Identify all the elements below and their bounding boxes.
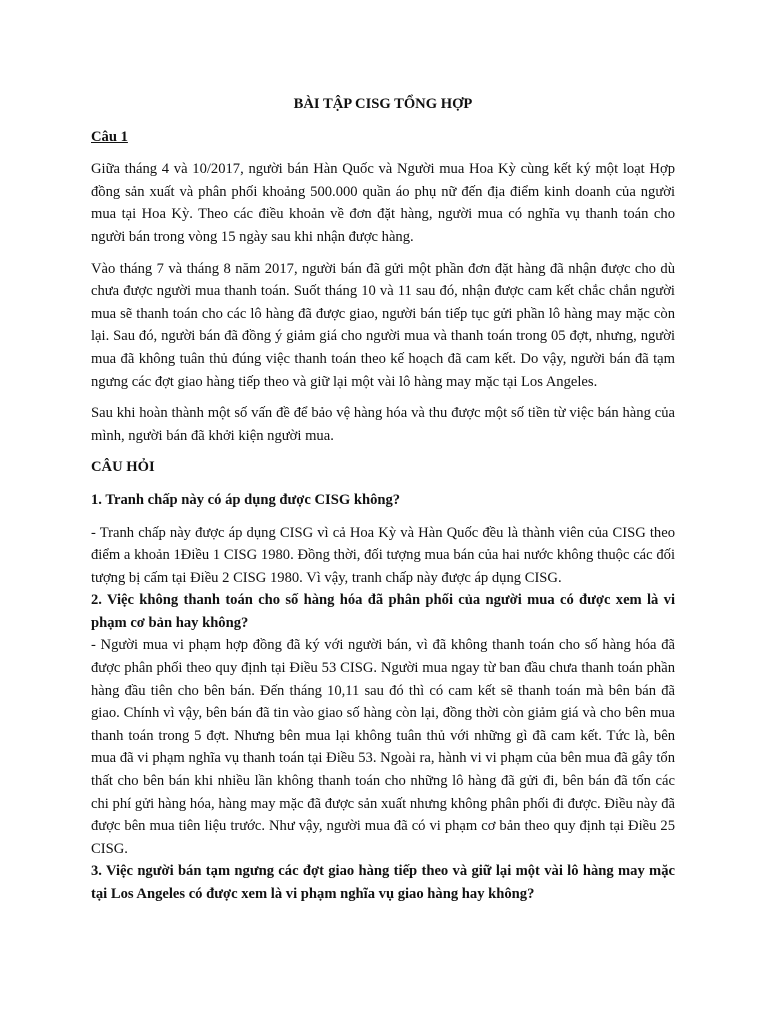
document-title: BÀI TẬP CISG TỔNG HỢP [293,96,473,112]
document-body [91,93,675,906]
question-heading: 1. Tranh chấp này có áp dụng được CISG không? [91,491,401,508]
section-heading: Câu 1 [91,128,128,145]
answer-paragraph: - Tranh chấp này được áp dụng CISG vì cả Hoa Kỳ và Hàn Quốc đều là thành viên của CISG theo điểm a khoản 1Điều 1 CISG 1980. Đồng thời, đối tượng mua bán của hai nước không thuộc các đối tượng bị cấm tại Điều 2 CISG 1980. Vì vậy, tranh chấp này được áp dụng CISG. [91,524,675,586]
case-paragraph: Giữa tháng 4 và 10/2017, người bán Hàn Quốc và Người mua Hoa Kỳ cùng kết ký một loạt Hợp đồng sản xuất và phân phối khoảng 500.000 quần áo phụ nữ đến địa điểm kinh doanh của người mua tại Hoa Kỳ. Theo các điều khoản về đơn đặt hàng, người mua có nghĩa vụ thanh toán cho người bán trong vòng 15 ngày sau khi nhận được hàng. [91,161,675,245]
questions-heading: CÂU HỎI [91,459,155,476]
answer-paragraph: - Người mua vi phạm hợp đồng đã ký với người bán, vì đã không thanh toán cho số hàng hóa đã được phân phối theo quy định tại Điều 53 CISG. Người mua ngay từ ban đầu chưa thanh toán phần hàng đầu tiên cho bên bán. Đến tháng 10,11 sau đó thì có cam kết sẽ thanh toán mà bên bán đã giao. Chính vì vậy, bên bán đã tin vào giao số hàng còn lại, đồng thời còn giảm giá và cho bên mua thanh toán trong 5 đợt. Nhưng bên mua lại không tuân thủ với những gì đã cam kết. Tức là, bên mua đã vi phạm nghĩa vụ thanh toán tại Điều 53. Ngoài ra, hành vi vi phạm của bên mua đã gây tổn thất cho bên bán khi nhiều lần không thanh toán cho những lô hàng đã gửi đi, bên bán đã tốn các chi phí gửi hàng hóa, hàng may mặc đã được sản xuất nhưng không phân phối đi được. Điều này đã được bên mua tiên liệu trước. Như vậy, người mua đã có vi phạm cơ bản theo quy định tại Điều 25 CISG. [91,637,675,857]
question-heading: 3. Việc người bán tạm ngưng các đợt giao hàng tiếp theo và giữ lại một vài lô hàng may mặc tại Los Angeles có được xem là vi phạm nghĩa vụ giao hàng hay không? [91,863,675,902]
case-paragraph: Vào tháng 7 và tháng 8 năm 2017, người bán đã gửi một phần đơn đặt hàng đã nhận được cho dù chưa được người mua thanh toán. Suốt tháng 10 và 11 sau đó, nhận được cam kết chắc chắn người mua sẽ thanh toán cho các lô hàng đã được giao, người bán tiếp tục gửi phần lô hàng may mặc còn lại. Sau đó, người bán đã đồng ý giảm giá cho người mua và thanh toán trong 05 đợt, nhưng, người mua đã không tuân thủ đúng việc thanh toán theo kế hoạch đã cam kết. Do vậy, người bán đã tạm ngưng các đợt giao hàng tiếp theo và giữ lại một vài lô hàng may mặc tại Los Angeles. [91,260,675,390]
question-heading: 2. Việc không thanh toán cho số hàng hóa đã phân phối của người mua có được xem là vi phạm cơ bản hay không? [91,592,675,631]
case-paragraph: Sau khi hoàn thành một số vấn đề để bảo vệ hàng hóa và thu được một số tiền từ việc bán hàng của mình, người bán đã khởi kiện người mua. [91,405,675,444]
